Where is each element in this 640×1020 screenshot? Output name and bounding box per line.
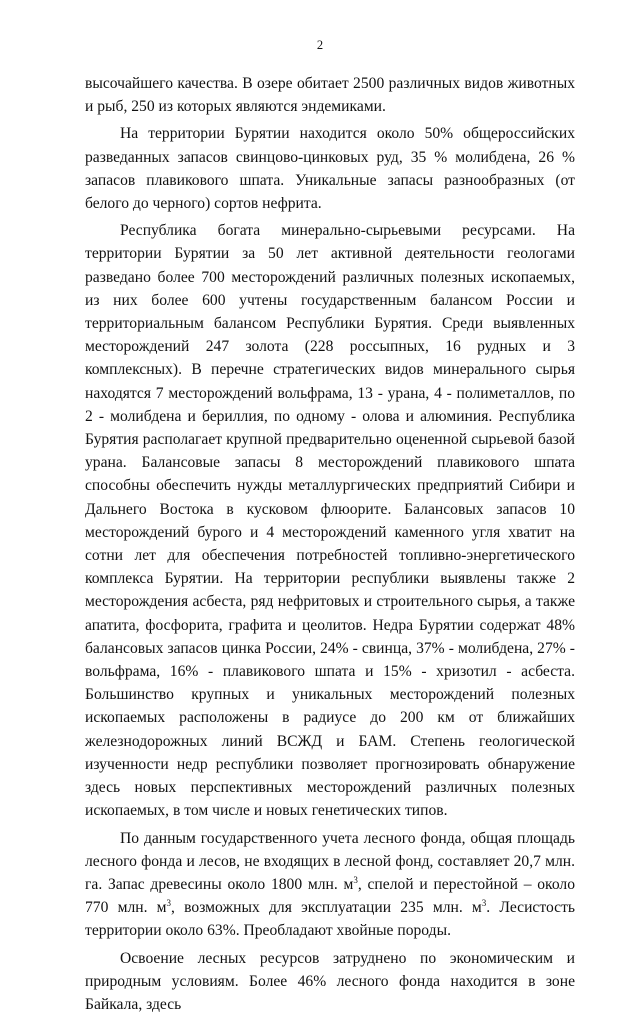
paragraph-text: высочайшего качества. В озере обитает 2500 различных видов животных и рыб, 250 из которых являются эндемиками. bbox=[85, 75, 575, 116]
document-body bbox=[85, 72, 575, 1020]
paragraph bbox=[85, 827, 575, 943]
paragraph bbox=[85, 72, 575, 118]
paragraph bbox=[85, 947, 575, 1017]
superscript: 3 bbox=[481, 898, 487, 909]
paragraph-text: Республика богата минерально-сырьевыми ресурсами. На территории Бурятии за 50 лет активной деятельности геологами разведано более 700 месторождений различных полезных ископаемых, из них более 600 учтены государственным балансом России и территориальным балансом Республики Бурятия. Среди выявленных месторождений 247 золота (228 россыпных, 16 рудных и 3 комплексных). В перечне стратегических видов минерального сырья находятся 7 месторождений вольфрама, 13 - урана, 4 - полиметаллов, по 2 - молибдена и бериллия, по одному - олова и алюминия. Республика Бурятия располагает крупной предварительно оцененной сырьевой базой урана. Балансовые запасы 8 месторождений плавикового шпата способны обеспечить нужды металлургических предприятий Сибири и Дальнего Востока в кусковом флюорите. Балансовых запасов 10 месторождений бурого и 4 месторождений каменного угля хватит на сотни лет для обеспечения потребностей топливно-энергетического комплекса Бурятии. На территории республики выявлены также 2 месторождения асбеста, ряд нефритовых и строительного сырья, а также апатита, фосфорита, графита и цеолитов. Недра Бурятии содержат 48% балансовых запасов цинка России, 24% - свинца, 37% - молибдена, 27% - вольфрама, 16% - плавикового шпата и 15% - хризотил - асбеста. Большинство крупных и уникальных месторождений полезных ископаемых расположены в радиусе до 200 км от ближайших железнодорожных линий ВСЖД и БАМ. Степень геологической изученности недр республики позволяет прогнозировать обнаружение здесь новых перспективных месторождений различных полезных ископаемых, в том числе и новых генетических типов. bbox=[85, 222, 575, 820]
paragraph-text: . Лесистость территории около 63%. Преобладают хвойные породы. bbox=[85, 899, 575, 940]
paragraph-text: По данным государственного учета лесного фонда, общая площадь лесного фонда и лесов, не входящих в лесной фонд, составляет 20,7 млн. га. Запас древесины около 1800 млн. м bbox=[85, 829, 575, 893]
paragraph-text: Освоение лесных ресурсов затруднено по экономическим и природным условиям. Более 46% лесного фонда находится в зоне Байкала, здесь bbox=[85, 949, 575, 1013]
superscript: 3 bbox=[166, 898, 172, 909]
paragraph-text: На территории Бурятии находится около 50% общероссийских разведанных запасов свинцово-цинковых руд, 35 % молибдена, 26 % запасов плавикового шпата. Уникальные запасы разнообразных (от белого до черного) сортов нефрита. bbox=[85, 125, 575, 213]
superscript: 3 bbox=[353, 874, 358, 885]
paragraph bbox=[85, 219, 575, 822]
paragraph bbox=[85, 122, 575, 215]
page-number: 2 bbox=[316, 38, 324, 52]
paragraph-text: , возможных для эксплуатации 235 млн. м bbox=[171, 899, 482, 917]
paragraph-text: , спелой и перестойной – около 770 млн. м bbox=[85, 875, 575, 917]
